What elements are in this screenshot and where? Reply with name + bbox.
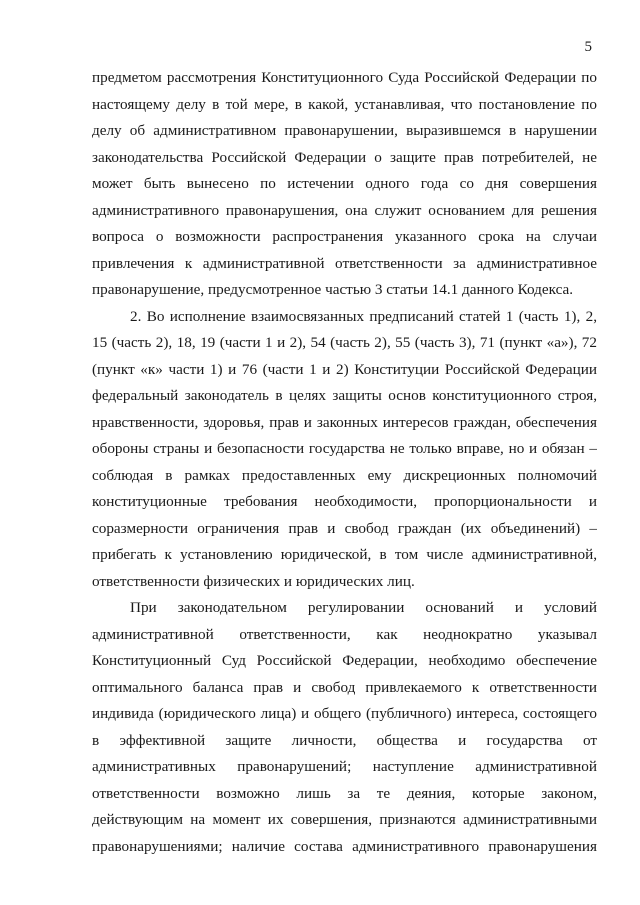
- text-line: предметом рассмотрения Конституционного Суда Российской Федерации по: [92, 69, 597, 86]
- text-line: оптимального баланса прав и свобод привлекаемого к ответственности: [92, 678, 597, 696]
- text-line: конституционные требования необходимости, пропорциональности и: [92, 493, 597, 510]
- paragraph-start-line: 2. Во исполнение взаимосвязанных предписаний статей 1 (часть 1), 2,: [130, 307, 597, 325]
- text-line: прибегать к установлению юридической, в том числе административной,: [92, 546, 597, 563]
- text-line: вопроса о возможности распространения указанного срока на случаи: [92, 228, 597, 245]
- body-text: [92, 65, 597, 860]
- text-line: делу об административном правонарушении, выразившемся в нарушении: [92, 122, 597, 139]
- text-line: административной ответственности, как неоднократно указывал: [92, 625, 597, 643]
- text-line: Конституционный Суд Российской Федерации, необходимо обеспечение: [92, 652, 597, 669]
- text-line: ответственности физических и юридических лиц.: [92, 572, 415, 590]
- text-line: законодательства Российской Федерации о защите прав потребителей, не: [92, 148, 597, 166]
- text-line: 15 (часть 2), 18, 19 (части 1 и 2), 54 (часть 2), 55 (часть 3), 71 (пункт «а»), 72: [92, 334, 597, 351]
- text-line: может быть вынесено по истечении одного года со дня совершения: [92, 175, 597, 192]
- text-line: настоящему делу в той мере, в какой, устанавливая, что постановление по: [92, 95, 597, 113]
- text-line: соблюдая в рамках предоставленных ему дискреционных полномочий: [92, 466, 597, 484]
- text-line: правонарушениями; наличие состава административного правонарушения: [92, 837, 597, 855]
- text-line: административного правонарушения, она служит основанием для решения: [92, 201, 597, 219]
- text-line: обороны страны и безопасности государства не только вправе, но и обязан –: [92, 440, 597, 457]
- text-line: федеральный законодатель в целях защиты основ конституционного строя,: [92, 387, 597, 404]
- text-line: соразмерности ограничения прав и свобод граждан (их объединений) –: [92, 519, 597, 537]
- text-line: (пункт «к» части 1) и 76 (части 1 и 2) Конституции Российской Федерации: [92, 360, 597, 378]
- text-line: ответственности возможно лишь за те деяния, которые законом,: [92, 784, 597, 802]
- text-line: в эффективной защите личности, общества и государства от: [92, 731, 597, 749]
- text-line: административных правонарушений; наступление административной: [92, 758, 597, 775]
- page-number: 5: [584, 39, 592, 55]
- paragraph-start-line: При законодательном регулировании оснований и условий: [130, 599, 597, 616]
- text-line: индивида (юридического лица) и общего (публичного) интереса, состоящего: [92, 705, 597, 722]
- text-line: привлечения к административной ответственности за административное: [92, 254, 597, 272]
- text-line: нравственности, здоровья, прав и законных интересов граждан, обеспечения: [92, 413, 597, 431]
- text-line: правонарушение, предусмотренное частью 3 статьи 14.1 данного Кодекса.: [92, 281, 574, 298]
- text-line: действующим на момент их совершения, признаются административными: [92, 811, 597, 828]
